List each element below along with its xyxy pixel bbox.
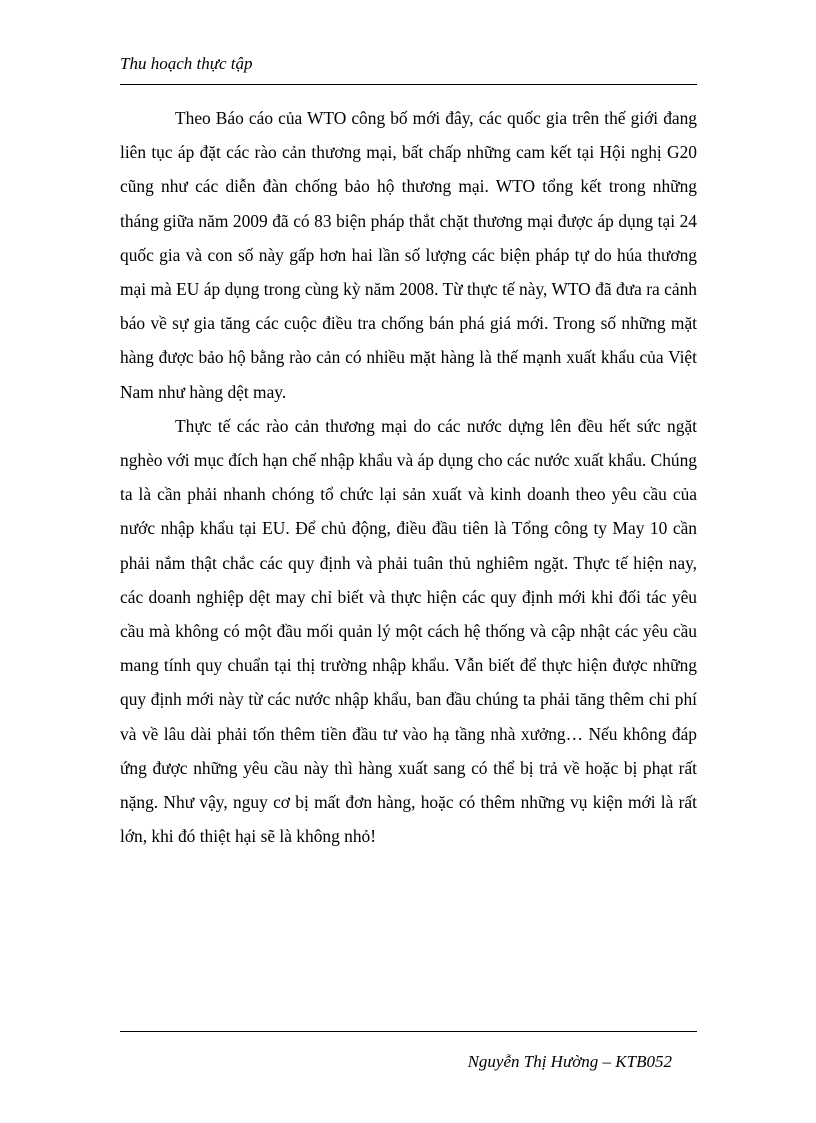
- paragraph-1: Theo Báo cáo của WTO công bố mới đây, các quốc gia trên thế giới đang liên tục áp đặt các rào cản thương mại, bất chấp những cam kết tại Hội nghị G20 cũng như các diễn đàn chống bảo hộ thương mại. WTO tổng kết trong những tháng giữa năm 2009 đã có 83 biện pháp thắt chặt thương mại được áp dụng tại 24 quốc gia và con số này gấp hơn hai lần số lượng các biện pháp tự do húa thương mại mà EU áp dụng trong cùng kỳ năm 2008. Từ thực tế này, WTO đã đưa ra cảnh báo về sự gia tăng các cuộc điều tra chống bán phá giá mới. Trong số những mặt hàng được bảo hộ bằng rào cản có nhiều mặt hàng là thế mạnh xuất khẩu của Việt Nam như hàng dệt may.: [120, 108, 697, 402]
- header-title: Thu hoạch thực tập: [120, 54, 253, 73]
- footer-divider: [120, 1031, 697, 1032]
- paragraph-2: Thực tế các rào cản thương mại do các nước dựng lên đều hết sức ngặt nghèo với mục đích hạn chế nhập khẩu và áp dụng cho các nước xuất khẩu. Chúng ta là cần phải nhanh chóng tổ chức lại sản xuất và kinh doanh theo yêu cầu của nước nhập khẩu tại EU. Để chủ động, điều đầu tiên là Tổng công ty May 10 cần phải nắm thật chắc các quy định và phải tuân thủ nghiêm ngặt. Thực tế hiện nay, các doanh nghiệp dệt may chỉ biết và thực hiện các quy định mới khi đối tác yêu cầu mà không có một đầu mối quản lý một cách hệ thống và cập nhật các yêu cầu mang tính quy chuẩn tại thị trường nhập khẩu. Vẫn biết để thực hiện được những quy định mới này từ các nước nhập khẩu, ban đầu chúng ta phải tăng thêm chi phí và về lâu dài phải tốn thêm tiền đầu tư vào hạ tầng nhà xưởng… Nếu không đáp ứng được những yêu cầu này thì hàng xuất sang có thể bị trả về hoặc bị phạt rất nặng. Như vậy, nguy cơ bị mất đơn hàng, hoặc có thêm những vụ kiện mới là rất lớn, khi đó thiệt hại sẽ là không nhỏ!: [120, 415, 697, 847]
- body-text: [120, 101, 697, 853]
- page-header: [120, 50, 697, 85]
- footer-author: Nguyễn Thị Hường – KTB052: [467, 1052, 672, 1071]
